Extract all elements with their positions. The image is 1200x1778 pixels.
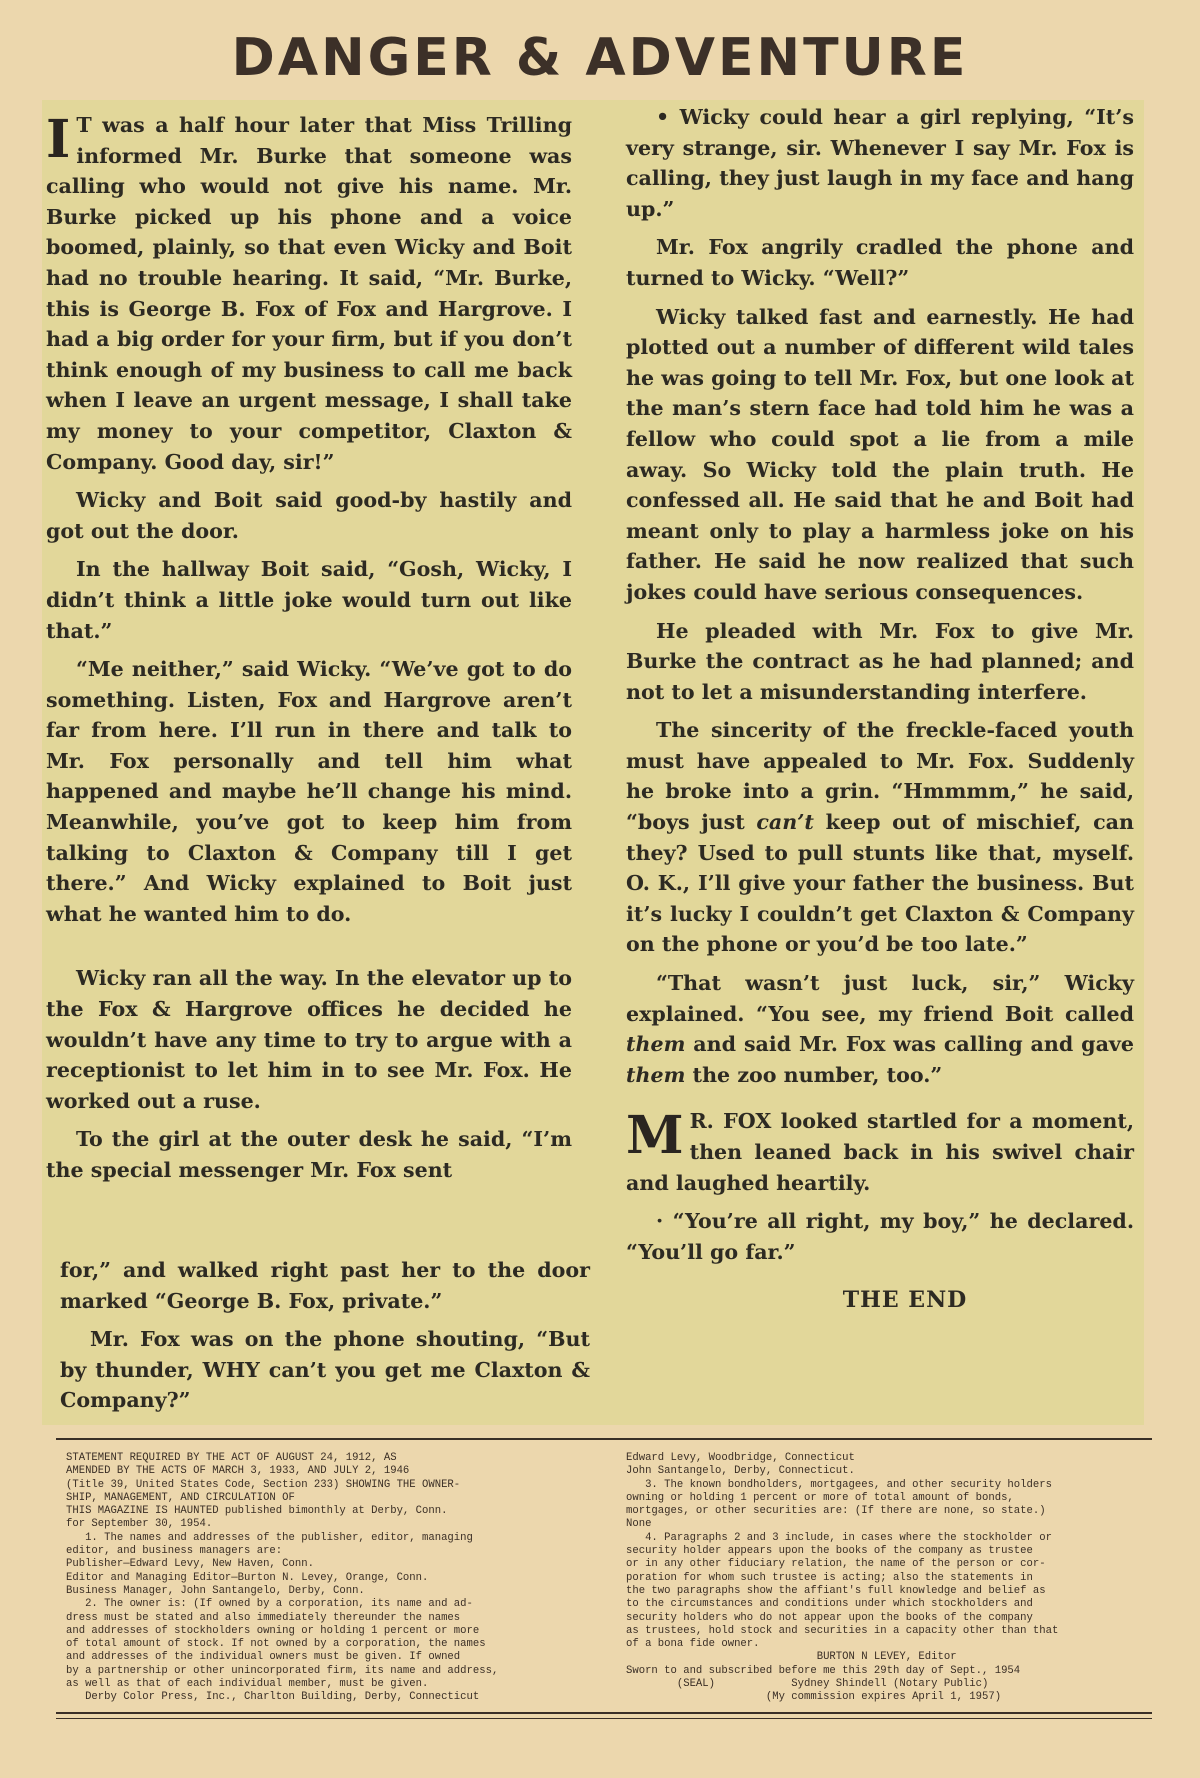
story-paragraph [626,715,1134,960]
story-paragraph: • Wicky could hear a girl replying, “It’s very strange, sir. Whenever I say Mr. Fox is calling, they just laugh in my face and hang up.” [626,105,1134,221]
ownership-statement-right: Edward Levy, Woodbridge, Connecticut John Santangelo, Derby, Connecticut. 3. The known bondholders, mortgagees, and other security holders owning or holding 1 percent or more of total amount of bonds, mortgages, or other securities are: (If there are none, so state.) None 4. Paragraphs 2 and 3 include, in cases where the stockholder or security holder appears upon the books of the company as trustee or in any other fiduciary relation, the name of the person or cor- poration for whom such trustee is acting; also the statements in the two paragraphs show the affiant's full knowledge and belief as to the circumstances and conditions under which stockholders and security holders who do not appear upon the books of the company as trustees, hold stock and securities in a capacity other than that of a bona fide owner. BURTON N LEVEY, Editor Sworn to and subscribed before me this 29th day of Sept., 1954 (SEAL) Sydney Shindell (Notary Public) (My commission expires April 1, 1957) [626,1452,1059,1704]
paragraph-text: The sincerity of the freckle-faced youth must have appealed to Mr. Fox. Suddenly he broke into a grin. “Hmmmm,” he said, “boys just [626,718,1134,835]
drop-cap: I [46,109,71,170]
paragraph-text: “That wasn’t just luck, sir,” Wicky explained. “You see, my friend Boit called [626,971,1134,1026]
bottom-divider [56,1712,1152,1714]
ownership-statement-left: STATEMENT REQUIRED BY THE ACT OF AUGUST 24, 1912, AS AMENDED BY THE ACTS OF MARCH 3, 1933, AND JULY 2, 1946 (Title 39, United States Code, Section 233) SHOWING THE OWNER- SHIP, MANAGEMENT, AND CIRCULATION OF THIS MAGAZINE IS HAUNTED published bimonthly at Derby, Conn. for September 30, 1954. 1. The names and addresses of the publisher, editor, managing editor, and business managers are: Publisher—Edward Levy, New Haven, Conn. Editor and Managing Editor—Burton N. Levey, Orange, Conn. Business Manager, John Santangelo, Derby, Conn. 2. The owner is: (If owned by a corporation, its name and ad- dress must be stated and also immediately thereunder the names and addresses of stockholders owning or holding 1 percent or more of total amount of stock. If not owned by a corporation, the names and addresses of the individual owners must be given. If owned by a partnership or other unincorporated firm, its name and address, as well as that of each individual member, must be given. Derby Color Press, Inc., Charlton Building, Derby, Connecticut [66,1452,499,1704]
story-paragraph: He pleaded with Mr. Fox to give Mr. Burke the contract as he had planned; and not to let a misunderstanding interfere. [626,618,1134,704]
paragraph-text: R. FOX looked startled for a moment, then leaned back in his swivel chair and laughed heartily. [626,1109,1134,1195]
drop-cap: M [626,1105,684,1167]
story-paragraph: for,” and walked right past her to the door marked “George B. Fox, private.” [60,1258,590,1313]
emphasis-text: can’t [756,810,814,835]
paragraph-text: and said Mr. Fox was calling and gave [685,1032,1134,1057]
story-panel [42,100,1144,1425]
story-left-column [46,110,572,1194]
story-paragraph: Mr. Fox was on the phone shouting, “But by thunder, WHY can’t you get me Claxton & Company?” [60,1327,590,1413]
story-paragraph: · “You’re all right, my boy,” he declared. “You’ll go far.” [626,1209,1134,1264]
story-paragraph: In the hallway Boit said, “Gosh, Wicky, I didn’t think a little joke would turn out like that.” [46,557,572,643]
top-divider [56,1438,1152,1440]
story-paragraph [46,110,572,477]
bottom-divider-thin [56,1718,1152,1719]
story-paragraph [626,1106,1134,1198]
story-right-column [626,102,1134,1324]
emphasis-text: them [626,1062,686,1087]
story-paragraph: “Me neither,” said Wicky. “We’ve got to do something. Listen, Fox and Hargrove aren’t far from here. I’ll run in there and talk to Mr. Fox personally and tell him what happened and maybe he’ll change his mind. Meanwhile, you’ve got to keep him from talking to Claxton & Company till I get there.” And Wicky explained to Boit just what he wanted him to do. [46,657,572,926]
story-paragraph: Wicky and Boit said good-by hastily and got out the door. [46,488,572,543]
story-paragraph: Wicky ran all the way. In the elevator up to the Fox & Hargrove offices he decided he wouldn’t have any time to try to argue with a receptionist to let him in to see Mr. Fox. He worked out a ruse. [46,966,572,1113]
paragraph-text: the zoo number, too.” [685,1062,943,1087]
page-title: DANGER & ADVENTURE [231,28,969,88]
emphasis-text: them [626,1032,686,1057]
the-end-label: THE END [842,1287,968,1314]
story-paragraph [626,968,1134,1090]
story-left-column-continued [60,1255,590,1424]
story-paragraph: To the girl at the outer desk he said, “I’m the special messenger Mr. Fox sent [46,1127,572,1182]
paragraph-text: keep out of mischief, can they? Used to pull stunts like that, myself. O. K., I’ll give your father the business. But it’s lucky I couldn’t get Claxton & Company on the phone or you’d be too late.” [626,810,1134,957]
story-paragraph: Mr. Fox angrily cradled the phone and turned to Wicky. “Well?” [626,235,1134,290]
story-paragraph: Wicky talked fast and earnestly. He had plotted out a number of different wild tales he was going to tell Mr. Fox, but one look at the man’s stern face had told him he was a fellow who could spot a lie from a mile away. So Wicky told the plain truth. He confessed all. He said that he and Boit had meant only to play a harmless joke on his father. He said he now realized that such jokes could have serious consequences. [626,304,1134,604]
paragraph-text: T was a half hour later that Miss Trilling informed Mr. Burke that someone was calling who would not give his name. Mr. Burke picked up his phone and a voice boomed, plainly, so that even Wicky and Boit had no trouble hearing. It said, “Mr. Burke, this is George B. Fox of Fox and Hargrove. I had a big order for your firm, but if you don’t think enough of my business to call me back when I leave an urgent message, I shall take my money to your competitor, Claxton & Company. Good day, sir!” [46,113,572,474]
